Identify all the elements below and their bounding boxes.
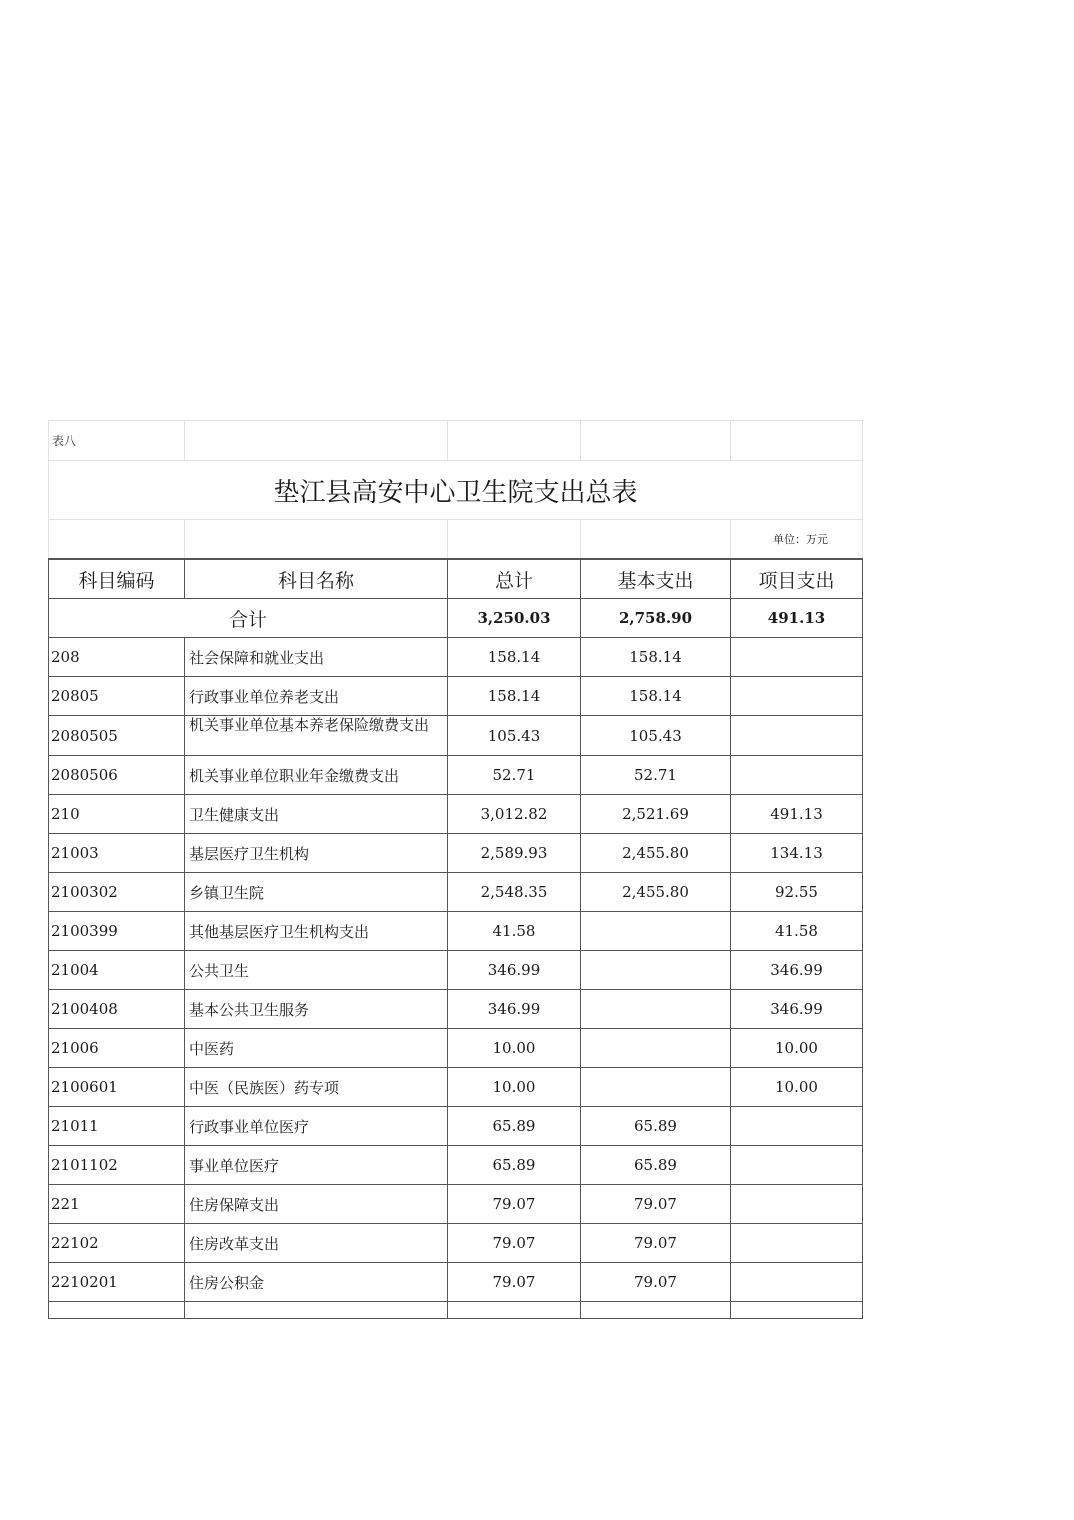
row-project [731,1185,863,1224]
table-row [49,795,863,834]
row-name: 行政事业单位医疗 [185,1107,448,1146]
table-row [49,1107,863,1146]
row-project: 10.00 [731,1068,863,1107]
row-code: 2100601 [49,1068,185,1107]
row-total: 65.89 [448,1146,581,1185]
row-name: 行政事业单位养老支出 [185,677,448,716]
row-name: 事业单位医疗 [185,1146,448,1185]
unit-row [49,520,863,560]
row-name: 乡镇卫生院 [185,873,448,912]
row-total: 79.07 [448,1263,581,1302]
expenditure-table [48,420,863,1319]
table-row [49,756,863,795]
row-project [731,1146,863,1185]
unit-label: 单位：万元 [731,520,863,560]
table-row [49,1263,863,1302]
row-name: 机关事业单位职业年金缴费支出 [185,756,448,795]
row-basic: 79.07 [581,1185,731,1224]
header-row [49,559,863,599]
total-label: 合计 [49,599,448,638]
row-total: 79.07 [448,1224,581,1263]
title-row [49,461,863,520]
row-name: 住房保障支出 [185,1185,448,1224]
row-code: 2100408 [49,990,185,1029]
row-basic: 2,455.80 [581,873,731,912]
row-name: 基本公共卫生服务 [185,990,448,1029]
table-row [49,1146,863,1185]
table-row [49,912,863,951]
table-row [49,1068,863,1107]
row-basic: 158.14 [581,677,731,716]
row-basic: 105.43 [581,716,731,756]
row-basic: 2,455.80 [581,834,731,873]
total-row [49,599,863,638]
row-basic: 65.89 [581,1107,731,1146]
row-project [731,1107,863,1146]
row-project: 346.99 [731,951,863,990]
table-row [49,1029,863,1068]
row-total: 346.99 [448,951,581,990]
table-row [49,638,863,677]
row-total: 65.89 [448,1107,581,1146]
row-name: 中医（民族医）药专项 [185,1068,448,1107]
table-row [49,873,863,912]
row-project: 491.13 [731,795,863,834]
page-title: 垫江县高安中心卫生院支出总表 [49,461,863,520]
row-total: 41.58 [448,912,581,951]
header-project: 项目支出 [731,559,863,599]
row-total: 2,548.35 [448,873,581,912]
row-name: 社会保障和就业支出 [185,638,448,677]
row-code: 210 [49,795,185,834]
row-project [731,677,863,716]
table-label-row [49,421,863,461]
row-total: 158.14 [448,638,581,677]
row-project: 10.00 [731,1029,863,1068]
row-basic: 158.14 [581,638,731,677]
row-basic [581,990,731,1029]
row-code: 21004 [49,951,185,990]
row-total: 2,589.93 [448,834,581,873]
row-name: 基层医疗卫生机构 [185,834,448,873]
row-basic: 79.07 [581,1224,731,1263]
header-total: 总计 [448,559,581,599]
row-code: 21011 [49,1107,185,1146]
row-code: 2100302 [49,873,185,912]
row-basic [581,1029,731,1068]
row-basic: 65.89 [581,1146,731,1185]
row-project [731,638,863,677]
row-code: 21003 [49,834,185,873]
row-project: 134.13 [731,834,863,873]
total-project: 491.13 [731,599,863,638]
row-project [731,1263,863,1302]
row-total: 105.43 [448,716,581,756]
row-basic [581,1068,731,1107]
table-row [49,990,863,1029]
row-total: 79.07 [448,1185,581,1224]
table-row [49,716,863,756]
row-total: 10.00 [448,1068,581,1107]
row-project [731,756,863,795]
row-name: 公共卫生 [185,951,448,990]
total-amount: 3,250.03 [448,599,581,638]
row-basic: 52.71 [581,756,731,795]
row-name: 中医药 [185,1029,448,1068]
row-total: 10.00 [448,1029,581,1068]
row-project: 41.58 [731,912,863,951]
row-project [731,716,863,756]
table-row [49,1224,863,1263]
row-total: 3,012.82 [448,795,581,834]
row-code: 21006 [49,1029,185,1068]
row-name: 住房公积金 [185,1263,448,1302]
table-row [49,1185,863,1224]
row-name: 机关事业单位基本养老保险缴费支出 [185,716,448,756]
header-name: 科目名称 [185,559,448,599]
expenditure-sheet [48,420,862,1319]
row-basic: 79.07 [581,1263,731,1302]
row-code: 2100399 [49,912,185,951]
table-row [49,951,863,990]
row-code: 2080505 [49,716,185,756]
row-code: 2080506 [49,756,185,795]
empty-row [49,1302,863,1319]
row-code: 20805 [49,677,185,716]
row-total: 346.99 [448,990,581,1029]
row-total: 158.14 [448,677,581,716]
row-code: 2210201 [49,1263,185,1302]
table-label: 表八 [49,421,185,461]
row-basic: 2,521.69 [581,795,731,834]
row-code: 208 [49,638,185,677]
header-code: 科目编码 [49,559,185,599]
row-code: 2101102 [49,1146,185,1185]
row-name: 卫生健康支出 [185,795,448,834]
row-basic [581,951,731,990]
row-basic [581,912,731,951]
row-code: 221 [49,1185,185,1224]
total-basic: 2,758.90 [581,599,731,638]
table-row [49,834,863,873]
row-project [731,1224,863,1263]
row-code: 22102 [49,1224,185,1263]
header-basic: 基本支出 [581,559,731,599]
row-project: 346.99 [731,990,863,1029]
row-name: 其他基层医疗卫生机构支出 [185,912,448,951]
row-project: 92.55 [731,873,863,912]
row-name: 住房改革支出 [185,1224,448,1263]
table-row [49,677,863,716]
row-total: 52.71 [448,756,581,795]
